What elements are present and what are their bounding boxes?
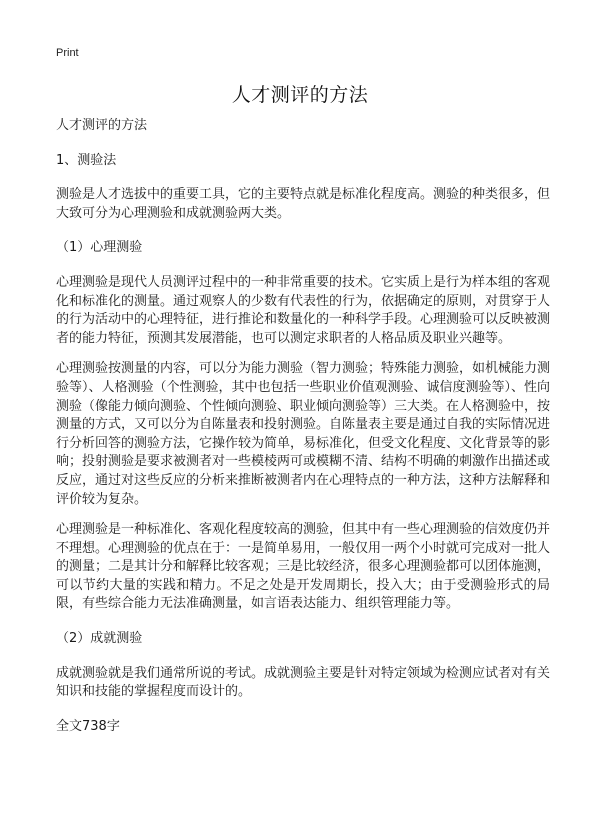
article-subtitle: 人才测评的方法 (56, 118, 148, 133)
subsection-heading-psych-test: （1）心理测验 (56, 240, 143, 256)
print-link[interactable]: Print (56, 47, 79, 59)
paragraph-intro: 测验是人才选拔中的重要工具，它的主要特点就是标准化程度高。测验的种类很多，但大致可分为心理测验和成就测验两大类。 (56, 187, 551, 221)
paragraph-achievement: 成就测验就是我们通常所说的考试。成就测验主要是针对特定领域为检测应试者对有关知识和技能的掌握程度而设计的。 (56, 665, 551, 700)
word-count: 全文738字 (56, 718, 120, 734)
paragraph-psych-types: 心理测验按测量的内容，可以分为能力测验（智力测验；特殊能力测验，如机械能力测验等）、人格测验（个性测验，其中也包括一些职业价值观测验、诚信度测验等）、性向测验（像能力倾向测验、个性倾向测验、职业倾向测验等）三大类。在人格测验中，按测量的方式，又可以分为自陈量表和投射测验。自陈量表主要是通过自我的实际情况进行分析回答的测验方法，它操作较为简单，易标准化，但受文化程度、文化背景等的影响；投射测验是要求被测者对一些模棱两可或模糊不清、结构不明确的刺激作出描述或反应，通过对这些反应的分析来推断被测者内在心理特点的一种方法，这种方法解释和评价较为复杂。 (56, 361, 551, 507)
paragraph-psych-pros-cons: 心理测验是一种标准化、客观化程度较高的测验，但其中有一些心理测验的信效度仍并不理想。心理测验的优点在于：一是简单易用，一般仅用一两个小时就可完成对一批人的测量；二是其计分和解释比较客观；三是比较经济，很多心理测验都可以团体施测，可以节约大量的实践和精力。不足之处是开发周期长，投入大；由于受测验形式的局限，有些综合能力无法准确测量，如言语表达能力、组织管理能力等。 (56, 522, 551, 612)
page-title: 人才测评的方法 (231, 84, 369, 106)
paragraph-psych-definition: 心理测验是现代人员测评过程中的一种非常重要的技术。它实质上是行为样本组的客观化和标准化的测量。通过观察人的少数有代表性的行为，依据确定的原则，对贯穿于人的行为活动中的心理特征，进行推论和数量化的一种科学手段。心理测验可以反映被测者的能力特征，预测其发展潜能，也可以测定求职者的人格品质及职业兴趣等。 (56, 274, 551, 346)
article-body (56, 117, 550, 748)
subsection-heading-achievement-test: （2）成就测验 (56, 631, 143, 647)
section-heading-test-method: 1、测验法 (56, 152, 117, 168)
